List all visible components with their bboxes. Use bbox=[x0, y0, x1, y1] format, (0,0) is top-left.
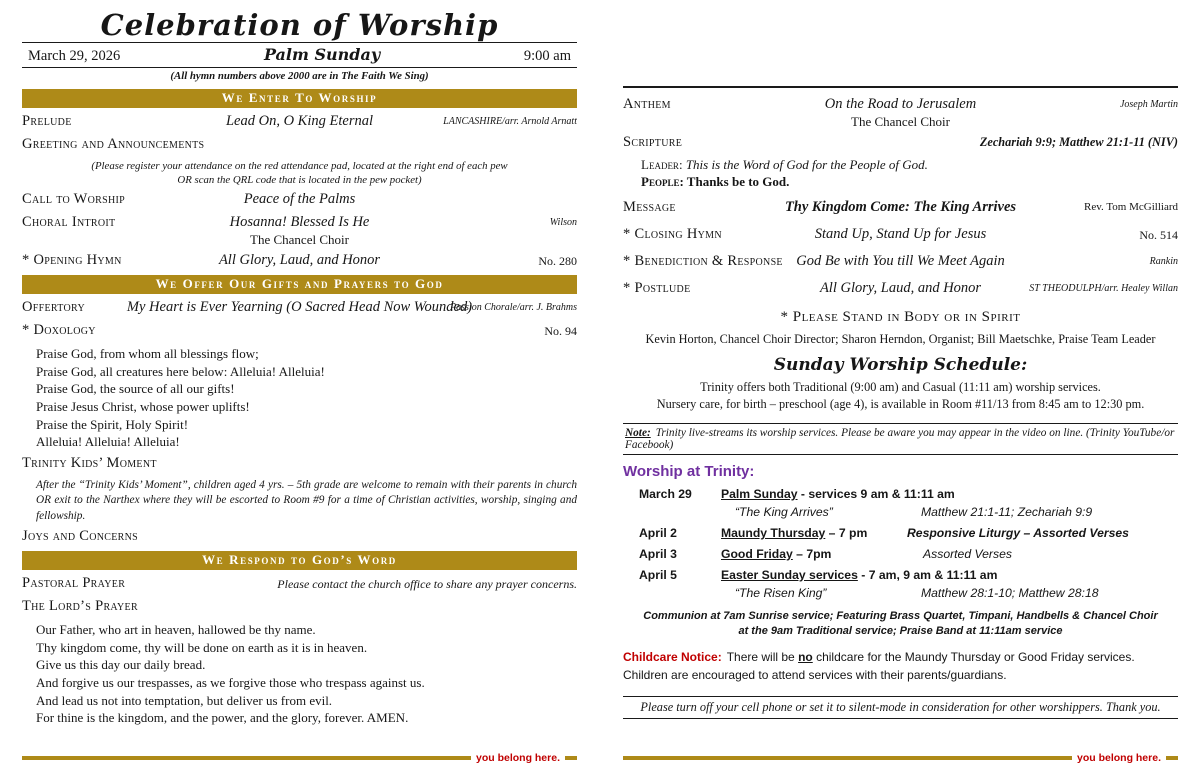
trinity-kids-note: After the “Trinity Kids’ Moment”, children aged 4 yrs. – 5th grade are welcome to remain with their parents in church OR exit to the Narthex where they will be escorted to Room #9 for a time of Christian activities, worship, singing and fellowship. bbox=[36, 478, 577, 522]
item-title: Peace of the Palms bbox=[243, 190, 356, 207]
service-item-trinity-kids bbox=[22, 455, 577, 474]
item-label: Trinity Kids’ Moment bbox=[22, 454, 157, 471]
item-title: Lead On, O King Eternal bbox=[225, 112, 373, 129]
service-item-opening-hymn bbox=[22, 252, 577, 271]
event-row-easter-sunday bbox=[639, 568, 1178, 582]
communion-note-line1: Communion at 7am Sunrise service; Featuring Brass Quartet, Timpani, Handbells & Chancel Choir bbox=[643, 609, 1158, 622]
attendance-note-line1: (Please register your attendance on the red attendance pad, located at the right end of each pew bbox=[91, 159, 508, 172]
scripture-reference: Zechariah 9:9; Matthew 21:1-11 (NIV) bbox=[979, 135, 1178, 149]
communion-note-line2: at the 9am Traditional service; Praise Band at 11:11am service bbox=[738, 625, 1063, 638]
right-column-top-rule bbox=[623, 86, 1178, 88]
tagline: you belong here. bbox=[1076, 752, 1161, 764]
event-scripture-ref: Matthew 21:1-11; Zechariah 9:9 bbox=[921, 504, 1093, 519]
item-label: * Benediction & Response bbox=[623, 253, 783, 269]
banner-we-respond-to-gods-word: We Respond to God’s Word bbox=[22, 551, 577, 570]
scripture-people-line bbox=[623, 174, 1178, 190]
gold-rule bbox=[22, 756, 471, 760]
item-label: Greeting and Announcements bbox=[22, 135, 205, 152]
hymn-number: No. 514 bbox=[1139, 228, 1178, 242]
item-label: Choral Introit bbox=[22, 213, 116, 230]
event-row-good-friday bbox=[639, 547, 1178, 561]
doxology-line: Praise God, all creatures here below: Alleluia! Alleluia! bbox=[36, 363, 325, 379]
event-date: April 3 bbox=[639, 546, 677, 561]
item-performer: The Chancel Choir bbox=[250, 231, 349, 247]
footer-right bbox=[623, 752, 1178, 764]
lords-prayer-line: For thine is the kingdom, and the power, and the glory, forever. AMEN. bbox=[36, 710, 409, 726]
preacher-name: Rev. Tom McGilliard bbox=[1084, 201, 1178, 213]
childcare-line1: Childcare Notice: There will be no childcare for the Maundy Thursday or Good Friday services. bbox=[623, 649, 1135, 664]
prayer-concerns-note: Please contact the church office to share any prayer concerns. bbox=[277, 577, 577, 592]
lords-prayer-line: Our Father, who art in heaven, hallowed be thy name. bbox=[36, 622, 316, 638]
people-text: Thanks be to God. bbox=[686, 174, 790, 189]
service-item-closing-hymn bbox=[623, 226, 1178, 245]
left-column bbox=[22, 10, 577, 776]
item-label: Scripture bbox=[623, 134, 683, 150]
service-item-choral-introit bbox=[22, 214, 577, 248]
date-row bbox=[22, 43, 577, 67]
childcare-label: Childcare Notice: bbox=[623, 649, 722, 664]
lords-prayer-line: Thy kingdom come, thy will be done on earth as it is in heaven. bbox=[36, 639, 368, 655]
childcare-line2: Children are encouraged to attend services with their parents/guardians. bbox=[623, 667, 1007, 682]
childcare-notice bbox=[623, 648, 1178, 684]
item-label: * Doxology bbox=[22, 321, 96, 338]
doxology-line: Praise God, the source of all our gifts! bbox=[36, 381, 235, 397]
event-text: Palm Sunday - services 9 am & 11:11 am bbox=[721, 486, 955, 501]
item-credit: Rankin bbox=[1149, 256, 1178, 267]
event-date: April 5 bbox=[639, 567, 677, 582]
doxology-line: Alleluia! Alleluia! Alleluia! bbox=[36, 434, 180, 450]
service-item-joys-and-concerns bbox=[22, 528, 577, 547]
people-label: People: bbox=[641, 174, 684, 189]
gold-rule bbox=[623, 756, 1072, 760]
livestream-note bbox=[623, 423, 1178, 455]
event-sermon-title: “The Risen King” bbox=[735, 585, 827, 600]
service-item-scripture bbox=[623, 134, 1178, 153]
service-item-offertory bbox=[22, 299, 577, 318]
item-title: All Glory, Laud, and Honor bbox=[819, 280, 982, 296]
leader-label: Leader: bbox=[641, 157, 683, 172]
item-title: My Heart is Ever Yearning (O Sacred Head Now Wounded) bbox=[126, 298, 473, 315]
banner-we-offer-our-gifts: We Offer Our Gifts and Prayers to God bbox=[22, 275, 577, 294]
event-row-maundy-thursday bbox=[639, 526, 1178, 540]
item-label: * Opening Hymn bbox=[22, 251, 122, 268]
service-date: March 29, 2026 bbox=[28, 47, 121, 64]
masthead bbox=[22, 10, 577, 85]
gold-rule-end bbox=[565, 756, 577, 760]
item-label: Call to Worship bbox=[22, 190, 125, 207]
event-detail: Responsive Liturgy – Assorted Verses bbox=[907, 525, 1129, 540]
worship-schedule-list bbox=[623, 487, 1178, 600]
no-childcare-emphasis: no bbox=[798, 649, 813, 664]
service-item-message bbox=[623, 199, 1178, 218]
service-item-lords-prayer bbox=[22, 598, 577, 617]
item-title: All Glory, Laud, and Honor bbox=[218, 251, 381, 268]
communion-note bbox=[623, 609, 1178, 640]
lords-prayer-line: Give us this day our daily bread. bbox=[36, 657, 206, 673]
music-staff-credits: Kevin Horton, Chancel Choir Director; Sharon Herndon, Organist; Bill Maetschke, Praise Team Leader bbox=[645, 332, 1156, 346]
event-date: March 29 bbox=[639, 486, 692, 501]
hymn-number-note: (All hymn numbers above 2000 are in The Faith We Sing) bbox=[170, 69, 429, 82]
event-text: Easter Sunday services - 7 am, 9 am & 11:11 am bbox=[721, 567, 998, 582]
service-item-call-to-worship bbox=[22, 191, 577, 210]
item-label: Joys and Concerns bbox=[22, 528, 139, 545]
item-label: Offertory bbox=[22, 298, 85, 315]
hymn-number: No. 280 bbox=[538, 253, 577, 268]
scripture-leader-line bbox=[623, 157, 1178, 173]
event-row-palm-sunday bbox=[639, 487, 1178, 501]
event-date: April 2 bbox=[639, 525, 677, 540]
schedule-nursery-line: Nursery care, for birth – preschool (age 4), is available in Room #11/13 from 8:45 am to 12:30 pm. bbox=[656, 396, 1145, 411]
banner-we-enter-to-worship: We Enter To Worship bbox=[22, 89, 577, 108]
tagline: you belong here. bbox=[475, 752, 560, 764]
doxology-text bbox=[22, 345, 577, 451]
service-time: 9:00 am bbox=[523, 47, 571, 64]
item-credit: ST THEODULPH/arr. Healey Willan bbox=[1029, 283, 1178, 294]
event-sermon-title: “The King Arrives” bbox=[735, 504, 833, 519]
doxology-line: Praise Jesus Christ, whose power uplifts! bbox=[36, 398, 250, 414]
item-title: God Be with You till We Meet Again bbox=[796, 253, 1005, 269]
sermon-title: Thy Kingdom Come: The King Arrives bbox=[784, 199, 1017, 215]
item-credit: LANCASHIRE/arr. Arnold Arnatt bbox=[443, 115, 577, 127]
item-label: Pastoral Prayer bbox=[22, 575, 126, 592]
item-title: On the Road to Jerusalem bbox=[824, 96, 977, 112]
item-performer: The Chancel Choir bbox=[851, 114, 950, 129]
item-label: * Closing Hymn bbox=[623, 226, 722, 242]
lords-prayer-text bbox=[22, 621, 577, 727]
doxology-line: Praise the Spirit, Holy Spirit! bbox=[36, 416, 189, 432]
item-credit: Wilson bbox=[549, 216, 577, 228]
attendance-note-line2: OR scan the QRL code that is located in the pew pocket) bbox=[177, 173, 422, 186]
item-label: Prelude bbox=[22, 112, 72, 129]
item-label: * Postlude bbox=[623, 280, 691, 296]
service-item-anthem bbox=[623, 96, 1178, 130]
worship-at-trinity-heading: Worship at Trinity: bbox=[623, 462, 755, 480]
sunday-schedule-heading: Sunday Worship Schedule: bbox=[773, 355, 1028, 375]
item-label: The Lord’s Prayer bbox=[22, 598, 138, 615]
page-title: Celebration of Worship bbox=[100, 10, 499, 42]
event-text: Good Friday – 7pm bbox=[721, 546, 832, 561]
service-item-benediction bbox=[623, 253, 1178, 272]
item-credit: Passion Chorale/arr. J. Brahms bbox=[450, 301, 577, 313]
item-title: Hosanna! Blessed Is He bbox=[229, 213, 370, 230]
event-detail: Assorted Verses bbox=[923, 546, 1012, 561]
lords-prayer-line: And forgive us our trespasses, as we forgive those who trespass against us. bbox=[36, 675, 425, 691]
item-label: Message bbox=[623, 199, 676, 215]
event-scripture-ref: Matthew 28:1-10; Matthew 28:18 bbox=[921, 585, 1099, 600]
cell-phone-note: Please turn off your cell phone or set it to silent-mode in consideration for other worshippers. Thank you. bbox=[623, 696, 1178, 719]
service-name: Palm Sunday bbox=[263, 44, 381, 64]
schedule-services-line: Trinity offers both Traditional (9:00 am) and Casual (11:11 am) worship services. bbox=[700, 380, 1101, 394]
service-item-pastoral-prayer bbox=[22, 575, 577, 594]
service-item-greeting bbox=[22, 136, 577, 155]
service-item-prelude bbox=[22, 113, 577, 132]
hymn-number: No. 94 bbox=[544, 323, 577, 338]
right-column bbox=[623, 10, 1178, 776]
leader-text: This is the Word of God for the People of God. bbox=[685, 157, 928, 172]
doxology-line: Praise God, from whom all blessings flow; bbox=[36, 345, 259, 361]
gold-rule-end bbox=[1166, 756, 1178, 760]
service-item-postlude bbox=[623, 280, 1178, 299]
event-text: Maundy Thursday – 7 pm bbox=[721, 525, 868, 540]
service-item-doxology bbox=[22, 322, 577, 341]
footer-left bbox=[22, 752, 577, 764]
item-credit: Joseph Martin bbox=[1119, 99, 1178, 110]
lords-prayer-line: And lead us not into temptation, but deliver us from evil. bbox=[36, 692, 333, 708]
note-label: Note: bbox=[625, 426, 651, 439]
event-subrow bbox=[639, 586, 1178, 600]
note-text: Trinity live-streams its worship services. Please be aware you may appear in the video on line. (Trinity YouTube/or Facebook) bbox=[625, 426, 1175, 451]
item-label: Anthem bbox=[623, 96, 671, 112]
event-subrow bbox=[639, 505, 1178, 519]
item-title: Stand Up, Stand Up for Jesus bbox=[814, 226, 987, 242]
please-stand-note: * Please Stand in Body or in Spirit bbox=[780, 309, 1021, 325]
